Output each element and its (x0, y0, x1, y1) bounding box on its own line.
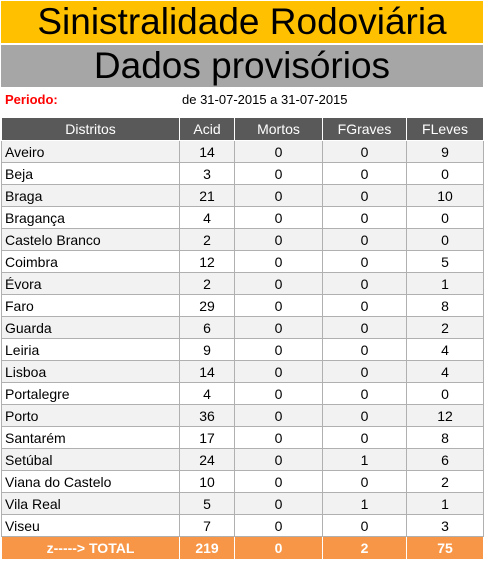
cell-acid: 6 (180, 317, 235, 339)
cell-district: Faro (2, 295, 180, 317)
cell-mortos: 0 (235, 185, 323, 207)
cell-mortos: 0 (235, 471, 323, 493)
cell-district: Lisboa (2, 361, 180, 383)
cell-mortos: 0 (235, 163, 323, 185)
cell-acid: 24 (180, 449, 235, 471)
cell-district: Porto (2, 405, 180, 427)
cell-mortos: 0 (235, 339, 323, 361)
cell-acid: 14 (180, 141, 235, 163)
cell-acid: 5 (180, 493, 235, 515)
cell-fgraves: 0 (323, 295, 407, 317)
cell-fgraves: 0 (323, 163, 407, 185)
table-row (2, 141, 484, 163)
cell-mortos: 0 (235, 251, 323, 273)
cell-mortos: 0 (235, 383, 323, 405)
cell-district: Évora (2, 273, 180, 295)
cell-district: Portalegre (2, 383, 180, 405)
cell-fleves: 9 (407, 141, 484, 163)
cell-fgraves: 0 (323, 427, 407, 449)
period-label: Periodo: (5, 92, 58, 107)
cell-fleves: 6 (407, 449, 484, 471)
cell-district: Guarda (2, 317, 180, 339)
total-fleves: 75 (407, 537, 484, 560)
total-row (2, 537, 484, 560)
total-label: z-----> TOTAL (2, 537, 180, 560)
column-header-acid: Acid (180, 118, 235, 141)
cell-acid: 7 (180, 515, 235, 537)
table-row (2, 229, 484, 251)
cell-fgraves: 0 (323, 185, 407, 207)
table-row (2, 185, 484, 207)
table-row (2, 251, 484, 273)
cell-district: Leiria (2, 339, 180, 361)
cell-acid: 10 (180, 471, 235, 493)
cell-fleves: 4 (407, 339, 484, 361)
cell-district: Santarém (2, 427, 180, 449)
cell-fleves: 12 (407, 405, 484, 427)
column-header-distritos: Distritos (2, 118, 180, 141)
cell-fgraves: 0 (323, 141, 407, 163)
table-row (2, 383, 484, 405)
cell-mortos: 0 (235, 317, 323, 339)
cell-mortos: 0 (235, 295, 323, 317)
cell-district: Castelo Branco (2, 229, 180, 251)
table-row (2, 361, 484, 383)
cell-fgraves: 0 (323, 273, 407, 295)
cell-fleves: 0 (407, 229, 484, 251)
cell-acid: 21 (180, 185, 235, 207)
cell-acid: 29 (180, 295, 235, 317)
cell-acid: 9 (180, 339, 235, 361)
cell-fgraves: 0 (323, 471, 407, 493)
cell-fgraves: 0 (323, 229, 407, 251)
cell-fgraves: 0 (323, 405, 407, 427)
cell-mortos: 0 (235, 515, 323, 537)
cell-fleves: 8 (407, 295, 484, 317)
cell-fleves: 0 (407, 383, 484, 405)
table-row (2, 405, 484, 427)
cell-mortos: 0 (235, 405, 323, 427)
cell-mortos: 0 (235, 361, 323, 383)
cell-mortos: 0 (235, 449, 323, 471)
page-subtitle: Dados provisórios (1, 45, 483, 87)
table-row (2, 493, 484, 515)
cell-district: Braga (2, 185, 180, 207)
cell-mortos: 0 (235, 493, 323, 515)
cell-fgraves: 0 (323, 361, 407, 383)
table-row (2, 471, 484, 493)
cell-acid: 2 (180, 273, 235, 295)
table-row (2, 515, 484, 537)
cell-fleves: 0 (407, 163, 484, 185)
column-header-fgraves: FGraves (323, 118, 407, 141)
table-header-row (2, 118, 484, 141)
page-title: Sinistralidade Rodoviária (1, 1, 483, 43)
cell-acid: 17 (180, 427, 235, 449)
cell-mortos: 0 (235, 427, 323, 449)
cell-mortos: 0 (235, 207, 323, 229)
cell-district: Viseu (2, 515, 180, 537)
table-row (2, 295, 484, 317)
accidents-table (1, 117, 484, 560)
cell-fgraves: 0 (323, 515, 407, 537)
cell-district: Bragança (2, 207, 180, 229)
cell-district: Beja (2, 163, 180, 185)
cell-acid: 4 (180, 207, 235, 229)
cell-district: Aveiro (2, 141, 180, 163)
cell-fleves: 1 (407, 273, 484, 295)
cell-mortos: 0 (235, 141, 323, 163)
cell-district: Viana do Castelo (2, 471, 180, 493)
cell-fleves: 3 (407, 515, 484, 537)
cell-acid: 12 (180, 251, 235, 273)
cell-district: Coimbra (2, 251, 180, 273)
table-row (2, 207, 484, 229)
cell-fgraves: 0 (323, 251, 407, 273)
cell-mortos: 0 (235, 273, 323, 295)
cell-fleves: 8 (407, 427, 484, 449)
cell-acid: 2 (180, 229, 235, 251)
table-row (2, 273, 484, 295)
cell-district: Setúbal (2, 449, 180, 471)
cell-acid: 14 (180, 361, 235, 383)
table-row (2, 163, 484, 185)
cell-acid: 3 (180, 163, 235, 185)
table-row (2, 427, 484, 449)
cell-fgraves: 0 (323, 339, 407, 361)
cell-fgraves: 0 (323, 207, 407, 229)
total-acid: 219 (180, 537, 235, 560)
cell-fgraves: 0 (323, 383, 407, 405)
cell-fgraves: 1 (323, 493, 407, 515)
table-row (2, 317, 484, 339)
cell-acid: 36 (180, 405, 235, 427)
column-header-mortos: Mortos (235, 118, 323, 141)
cell-mortos: 0 (235, 229, 323, 251)
cell-fleves: 2 (407, 317, 484, 339)
cell-fleves: 10 (407, 185, 484, 207)
column-header-fleves: FLeves (407, 118, 484, 141)
cell-fleves: 4 (407, 361, 484, 383)
cell-fgraves: 0 (323, 317, 407, 339)
cell-fleves: 1 (407, 493, 484, 515)
table-row (2, 449, 484, 471)
cell-fleves: 5 (407, 251, 484, 273)
cell-fgraves: 1 (323, 449, 407, 471)
total-fgraves: 2 (323, 537, 407, 560)
table-row (2, 339, 484, 361)
cell-district: Vila Real (2, 493, 180, 515)
total-mortos: 0 (235, 537, 323, 560)
cell-acid: 4 (180, 383, 235, 405)
cell-fleves: 0 (407, 207, 484, 229)
cell-fleves: 2 (407, 471, 484, 493)
period-value: de 31-07-2015 a 31-07-2015 (182, 92, 348, 107)
